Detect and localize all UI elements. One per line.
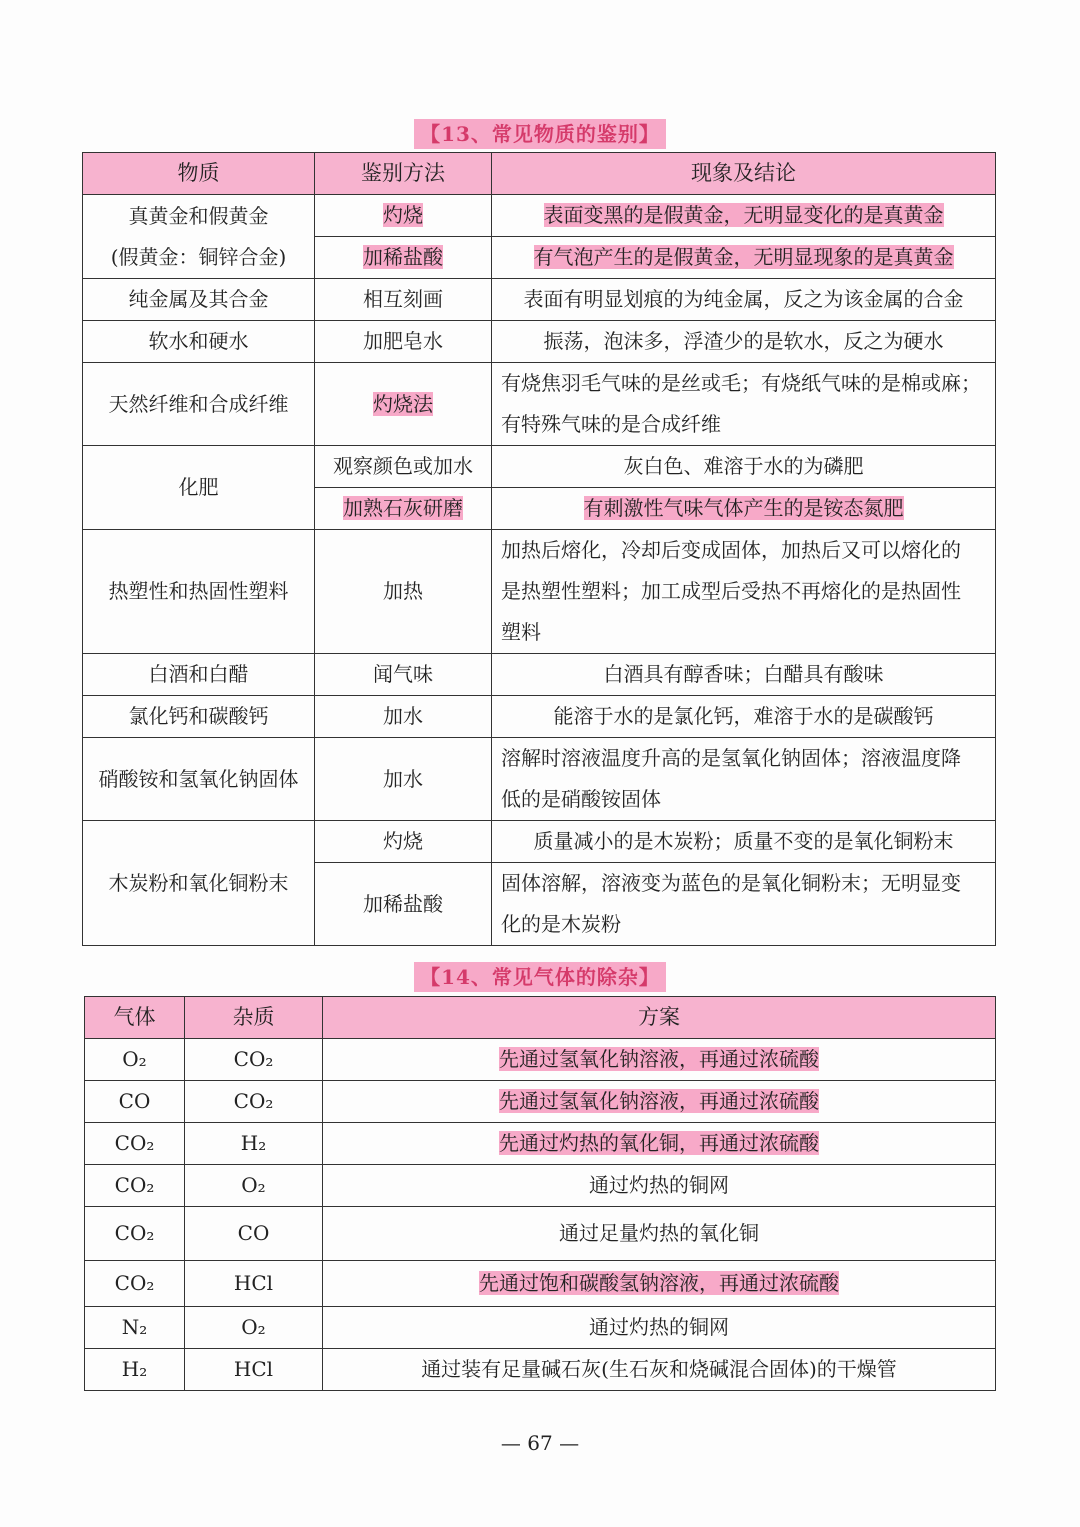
result-cell: 固体溶解，溶液变为蓝色的是氧化铜粉末；无明显变 化的是木炭粉 bbox=[492, 863, 996, 946]
gas-cell: N₂ bbox=[85, 1307, 185, 1349]
page-number: — 67 — bbox=[500, 1431, 580, 1455]
table-row bbox=[83, 363, 996, 446]
impurity-cell: CO₂ bbox=[185, 1039, 323, 1081]
method-cell: 加水 bbox=[315, 738, 492, 821]
result-cell: 白酒具有醇香味；白醋具有酸味 bbox=[492, 654, 996, 696]
table-row bbox=[83, 195, 996, 237]
header-substance: 物质 bbox=[83, 153, 315, 195]
impurity-cell: H₂ bbox=[185, 1123, 323, 1165]
method-cell: 加热 bbox=[315, 530, 492, 654]
table-row bbox=[85, 1207, 996, 1261]
method-cell: 加稀盐酸 bbox=[315, 863, 492, 946]
gas-cell: CO₂ bbox=[85, 1165, 185, 1207]
table-row bbox=[83, 696, 996, 738]
impurity-cell: O₂ bbox=[185, 1307, 323, 1349]
impurity-cell: CO₂ bbox=[185, 1081, 323, 1123]
header-method: 鉴别方法 bbox=[315, 153, 492, 195]
table-row bbox=[85, 1123, 996, 1165]
impurity-cell: HCl bbox=[185, 1349, 323, 1391]
substance-cell: 硝酸铵和氢氧化钠固体 bbox=[83, 738, 315, 821]
impurity-cell: HCl bbox=[185, 1261, 323, 1307]
plan-cell: 先通过灼热的氧化铜，再通过浓硫酸 bbox=[323, 1123, 996, 1165]
substance-cell: 白酒和白醋 bbox=[83, 654, 315, 696]
plan-cell: 先通过氢氧化钠溶液，再通过浓硫酸 bbox=[323, 1081, 996, 1123]
result-cell: 溶解时溶液温度升高的是氢氧化钠固体；溶液温度降 低的是硝酸铵固体 bbox=[492, 738, 996, 821]
table-row bbox=[83, 738, 996, 821]
table-row bbox=[83, 530, 996, 654]
impurity-cell: O₂ bbox=[185, 1165, 323, 1207]
plan-cell: 通过装有足量碱石灰(生石灰和烧碱混合固体)的干燥管 bbox=[323, 1349, 996, 1391]
header-plan: 方案 bbox=[323, 997, 996, 1039]
gas-cell: CO₂ bbox=[85, 1123, 185, 1165]
header-result: 现象及结论 bbox=[492, 153, 996, 195]
result-cell: 表面变黑的是假黄金，无明显变化的是真黄金 bbox=[492, 195, 996, 237]
table-row bbox=[85, 1081, 996, 1123]
table-row bbox=[83, 321, 996, 363]
result-cell: 能溶于水的是氯化钙，难溶于水的是碳酸钙 bbox=[492, 696, 996, 738]
gas-cell: CO₂ bbox=[85, 1261, 185, 1307]
table-header bbox=[85, 997, 996, 1039]
method-cell: 加水 bbox=[315, 696, 492, 738]
substance-cell: 木炭粉和氧化铜粉末 bbox=[83, 821, 315, 946]
gas-cell: O₂ bbox=[85, 1039, 185, 1081]
method-cell: 闻气味 bbox=[315, 654, 492, 696]
method-cell: 加稀盐酸 bbox=[315, 237, 492, 279]
substance-cell: 氯化钙和碳酸钙 bbox=[83, 696, 315, 738]
plan-cell: 通过灼热的铜网 bbox=[323, 1307, 996, 1349]
result-cell: 有烧焦羽毛气味的是丝或毛；有烧纸气味的是棉或麻； 有特殊气味的是合成纤维 bbox=[492, 363, 996, 446]
result-cell: 质量减小的是木炭粉；质量不变的是氧化铜粉末 bbox=[492, 821, 996, 863]
gas-purification-table bbox=[84, 996, 996, 1391]
table-row bbox=[85, 1039, 996, 1081]
table-row bbox=[85, 1349, 996, 1391]
table-row bbox=[83, 446, 996, 488]
method-cell: 相互刻画 bbox=[315, 279, 492, 321]
section13-title: 【13、常见物质的鉴别】 bbox=[0, 118, 1080, 147]
plan-cell: 通过灼热的铜网 bbox=[323, 1165, 996, 1207]
method-cell: 灼烧 bbox=[315, 195, 492, 237]
substance-cell: 真黄金和假黄金 (假黄金：铜锌合金) bbox=[83, 195, 315, 279]
result-cell: 灰白色、难溶于水的为磷肥 bbox=[492, 446, 996, 488]
method-cell: 观察颜色或加水 bbox=[315, 446, 492, 488]
substance-cell: 化肥 bbox=[83, 446, 315, 530]
substance-cell: 热塑性和热固性塑料 bbox=[83, 530, 315, 654]
table-row bbox=[85, 1165, 996, 1207]
gas-cell: H₂ bbox=[85, 1349, 185, 1391]
table-row bbox=[83, 821, 996, 863]
result-cell: 振荡，泡沫多，浮渣少的是软水，反之为硬水 bbox=[492, 321, 996, 363]
impurity-cell: CO bbox=[185, 1207, 323, 1261]
method-cell: 加肥皂水 bbox=[315, 321, 492, 363]
section14-title: 【14、常见气体的除杂】 bbox=[0, 961, 1080, 990]
table-row bbox=[83, 654, 996, 696]
result-cell: 有气泡产生的是假黄金，无明显现象的是真黄金 bbox=[492, 237, 996, 279]
table-row bbox=[83, 279, 996, 321]
plan-cell: 先通过氢氧化钠溶液，再通过浓硫酸 bbox=[323, 1039, 996, 1081]
plan-cell: 先通过饱和碳酸氢钠溶液，再通过浓硫酸 bbox=[323, 1261, 996, 1307]
result-cell: 表面有明显划痕的为纯金属，反之为该金属的合金 bbox=[492, 279, 996, 321]
method-cell: 灼烧法 bbox=[315, 363, 492, 446]
substance-cell: 天然纤维和合成纤维 bbox=[83, 363, 315, 446]
table-header bbox=[83, 153, 996, 195]
plan-cell: 通过足量灼热的氧化铜 bbox=[323, 1207, 996, 1261]
result-cell: 加热后熔化，冷却后变成固体，加热后又可以熔化的 是热塑性塑料；加工成型后受热不再熔化的是热固性 塑料 bbox=[492, 530, 996, 654]
header-impurity: 杂质 bbox=[185, 997, 323, 1039]
gas-cell: CO₂ bbox=[85, 1207, 185, 1261]
identification-table bbox=[82, 152, 996, 946]
table-row bbox=[85, 1261, 996, 1307]
method-cell: 加熟石灰研磨 bbox=[315, 488, 492, 530]
header-gas: 气体 bbox=[85, 997, 185, 1039]
substance-cell: 软水和硬水 bbox=[83, 321, 315, 363]
table-row bbox=[85, 1307, 996, 1349]
result-cell: 有刺激性气味气体产生的是铵态氮肥 bbox=[492, 488, 996, 530]
method-cell: 灼烧 bbox=[315, 821, 492, 863]
gas-cell: CO bbox=[85, 1081, 185, 1123]
substance-cell: 纯金属及其合金 bbox=[83, 279, 315, 321]
